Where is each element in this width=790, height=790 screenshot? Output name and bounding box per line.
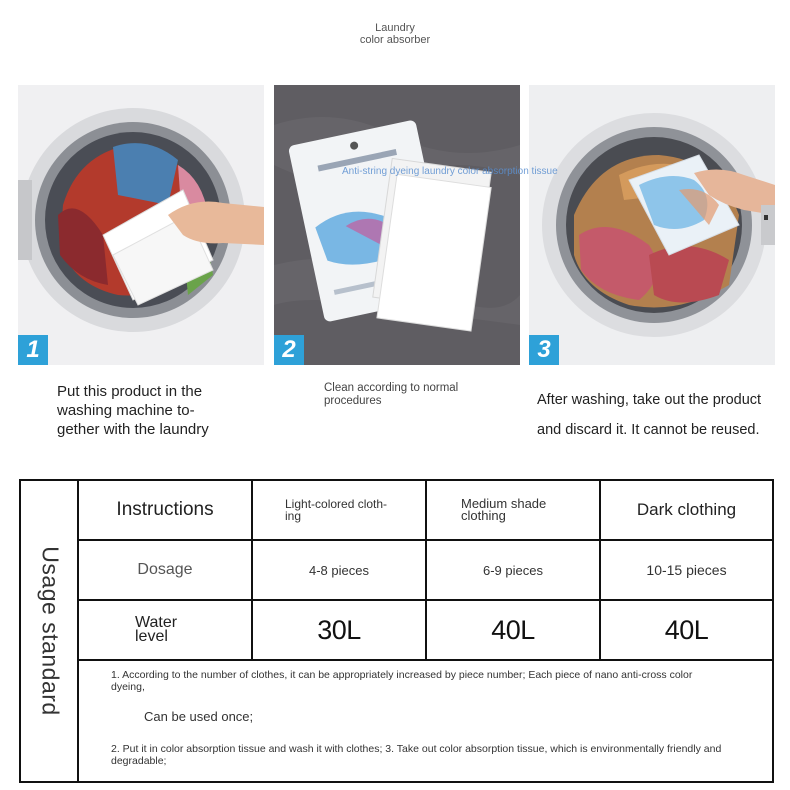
page-title [0, 22, 790, 46]
dosage-light [253, 541, 427, 601]
side-label: Usage standard [37, 546, 64, 716]
title-line-2: color absorber [359, 34, 431, 46]
header-light-label: Light-colored cloth-ing [285, 497, 388, 523]
package-image-2 [274, 85, 520, 365]
notes-cell [79, 661, 772, 781]
dosage-dark [601, 541, 772, 601]
dosage-label-cell [79, 541, 253, 601]
washing-machine-image-1 [18, 85, 264, 365]
side-label-cell [21, 481, 79, 781]
header-instructions-label: Instructions [116, 499, 214, 520]
note-use-once: Can be used once; [144, 709, 254, 724]
water-label-cell [79, 601, 253, 661]
step-2-caption: Clean according to normal procedures [324, 382, 459, 407]
washing-machine-image-3 [529, 85, 775, 365]
note-2: 2. Put it in color absorption tissue and wash it with clothes; 3. Take out color absorption tissue, which is environmentally friendly and degradable; [111, 743, 722, 767]
water-label: Water level [135, 614, 178, 645]
dosage-light-value: 4-8 pieces [309, 562, 369, 578]
header-light [253, 481, 427, 541]
water-medium [427, 601, 601, 661]
usage-table [19, 479, 774, 783]
header-medium [427, 481, 601, 541]
step-3-photo [529, 85, 775, 365]
step-2-badge: 2 [274, 335, 304, 365]
water-medium-value: 40L [491, 614, 535, 645]
header-instructions [79, 481, 253, 541]
step-2-photo [274, 85, 520, 365]
header-dark [601, 481, 772, 541]
header-medium-label: Medium shade clothing [461, 496, 547, 523]
water-light [253, 601, 427, 661]
step-1-photo [18, 85, 264, 365]
water-light-value: 30L [317, 614, 361, 645]
dosage-dark-value: 10-15 pieces [646, 562, 727, 578]
step-3-badge: 3 [529, 335, 559, 365]
water-dark [601, 601, 772, 661]
dosage-medium [427, 541, 601, 601]
water-dark-value: 40L [664, 614, 709, 645]
package-overlay-text: Anti-string dyeing laundry color absorption tissue [342, 166, 558, 177]
note-1: 1. According to the number of clothes, it can be appropriately increased by piece number; Each piece of nano anti-cross color dyeing, [111, 669, 693, 693]
dosage-label: Dosage [137, 561, 193, 578]
header-dark-label: Dark clothing [636, 500, 737, 519]
step-3-caption: After washing, take out the product and discard it. It cannot be reused. [537, 392, 762, 438]
step-1-caption: Put this product in the washing machine to-gether with the laundry [57, 383, 209, 438]
step-1-badge: 1 [18, 335, 48, 365]
dosage-medium-value: 6-9 pieces [483, 562, 543, 578]
title-line-1: Laundry [375, 22, 415, 34]
